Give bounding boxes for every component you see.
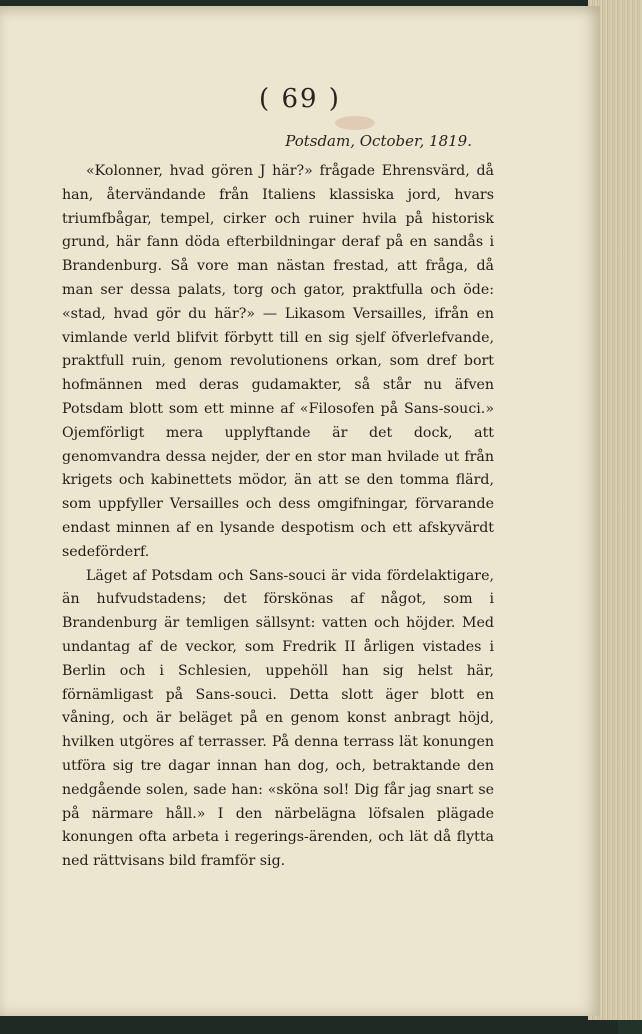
book-page	[0, 6, 600, 1016]
ink-stain	[335, 116, 375, 130]
page-number: ( 69 )	[259, 84, 341, 114]
dateline: Potsdam, October, 1819.	[285, 132, 472, 150]
paragraph-1: «Kolonner, hvad gören J här?» frågade Ehrensvärd, då han, återvändande från Italiens klassiska jord, hvars triumfbågar, tempel, cirker och ruiner hvila på historisk grund, här fann döda efterbildningar deraf på en sandås i Brandenburg. Så vore man nästan frestad, att fråga, då man ser dessa palats, torg och gator, praktfulla och öde: «stad, hvad gör du här?» — Likasom Versailles, ifrån en vimlande verld blifvit förbytt till en sig sjelf öfverlefvande, praktfull ruin, genom revolutionens orkan, som dref bort hofmännen med deras gudamakter, så står nu äfven Potsdam blott som ett minne af «Filosofen på Sans-souci.» Ojemförligt mera upplyftande är det dock, att genomvandra dessa nejder, der en stor man hvilade ut från krigets och kabinettets mödor, än att se den tomma flärd, som uppfyller Versailles och dess omgifningar, förvarande endast minnen af en lysande despotism och ett afskyvärdt sedeförderf.	[62, 163, 494, 560]
paragraph-2: Läget af Potsdam och Sans-souci är vida fördelaktigare, än hufvudstadens; det förskönas af något, som i Brandenburg är temligen sällsynt: vatten och höjder. Med undantag af de veckor, som Fredrik II årligen vistades i Berlin och i Schlesien, uppehöll han sig helst här, förnämligast på Sans-souci. Detta slott äger blott en våning, och är beläget på en genom konst anbragt höjd, hvilken utgöres af terrasser. På denna terrass lät konungen utföra sig tre dagar innan han dog, och, betraktande den nedgående solen, sade han: «sköna sol! Dig får jag snart se på närmare håll.» I den närbelägna löfsalen plägade konungen ofta arbeta i regerings-ärenden, och lät då flytta ned rättvisans bild framför sig.	[62, 567, 494, 870]
body-text	[62, 160, 494, 874]
